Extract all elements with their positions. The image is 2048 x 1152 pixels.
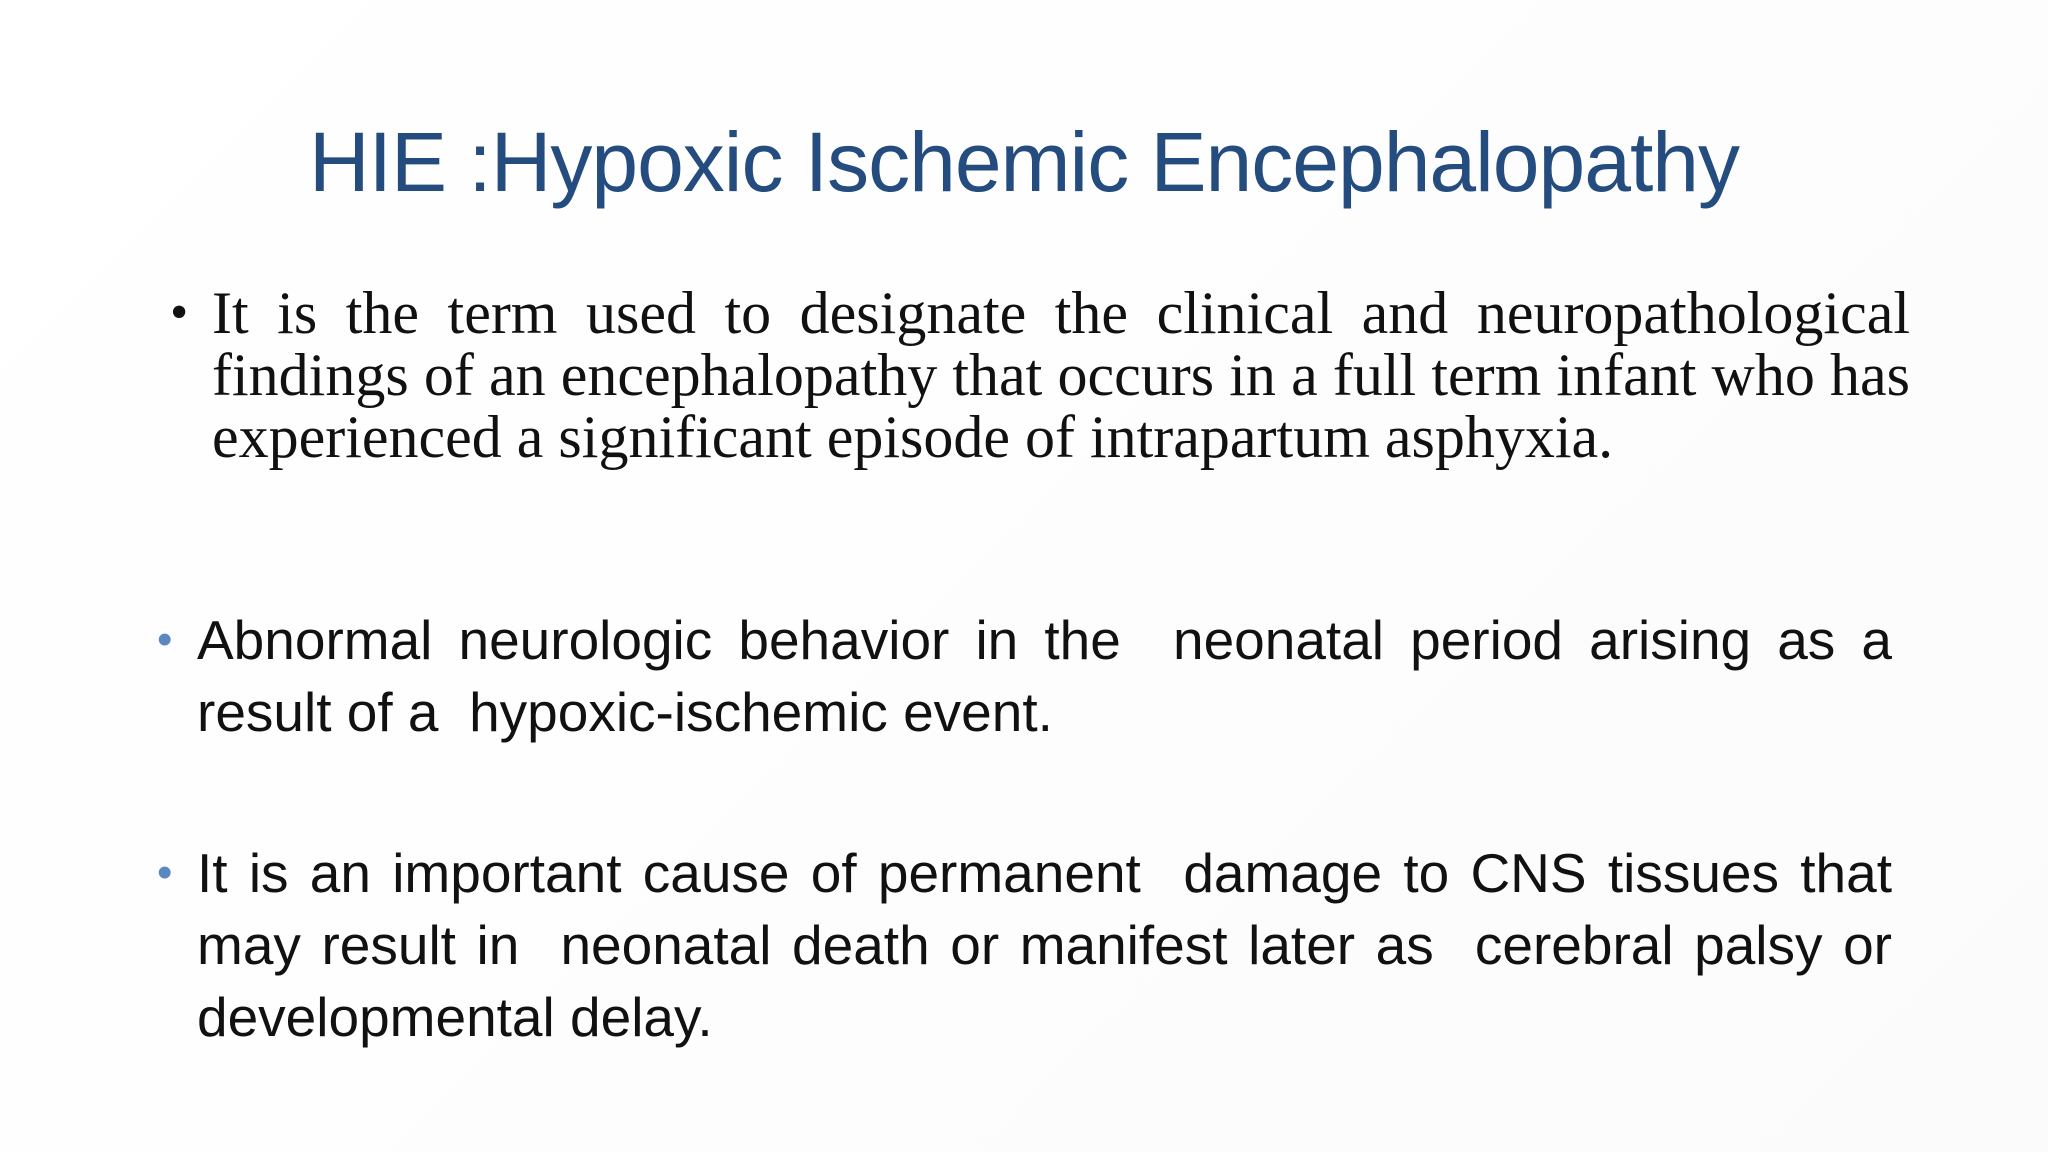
bullet-text: It is the term used to designate the clinical and neuropathological findings of an encephalopathy that occurs in a full term infant who has experienced a significant episode of intrapartum asphyxia. — [212, 280, 1910, 470]
bullet-text: It is an important cause of permanent damage to CNS tissues that may result in neonatal death or manifest later as cerebral palsy or developmental delay. — [197, 842, 1908, 1048]
bullet-item-definition — [170, 282, 1910, 468]
slide-title: HIE :Hypoxic Ischemic Encephalopathy — [308, 115, 1740, 209]
bullet-marker: • — [157, 615, 173, 664]
bullet-marker: • — [157, 848, 173, 897]
bullet-text: Abnormal neurologic behavior in the neonatal period arising as a result of a hypoxic-ischemic event. — [197, 609, 1908, 743]
bullet-marker: • — [170, 284, 189, 341]
bullet-item-cns-damage — [157, 837, 1908, 1053]
bullet-item-neurologic-behavior — [157, 604, 1908, 748]
